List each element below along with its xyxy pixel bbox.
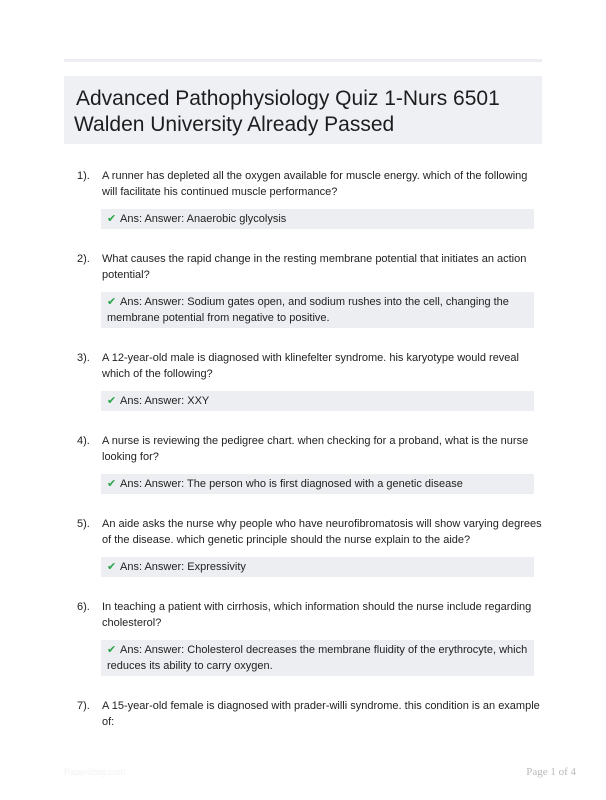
question-number: 4).: [77, 435, 90, 447]
check-icon: ✔: [107, 478, 117, 490]
answer-text: Ans: Answer: Cholesterol decreases the membrane fluidity of the erythrocyte, which reduces its ability to carry oxygen.: [107, 644, 528, 672]
question-number: 1).: [77, 170, 90, 182]
question-number: 5).: [77, 518, 90, 530]
answer-box: [101, 209, 534, 229]
answer-text: Ans: Answer: Expressivity: [120, 561, 246, 573]
question-text: A 12-year-old male is diagnosed with klinefelter syndrome. his karyotype would reveal which of the following?: [102, 352, 519, 380]
question-number: 2).: [77, 253, 90, 265]
answer-text: Ans: Answer: The person who is first diagnosed with a genetic disease: [120, 478, 463, 490]
question-text: A nurse is reviewing the pedigree chart. when checking for a proband, what is the nurse looking for?: [102, 435, 529, 463]
question-text: An aide asks the nurse why people who have neurofibromatosis will show varying degrees of the disease. which genetic principle should the nurse explain to the aide?: [102, 518, 542, 546]
document-title-line-2: Walden University Already Passed: [74, 113, 395, 136]
answer-text: Ans: Answer: XXY: [120, 395, 210, 407]
top-divider: [64, 59, 542, 62]
footer-watermark: Paperlibby.com: [64, 767, 126, 777]
answer-text: Ans: Answer: Sodium gates open, and sodium rushes into the cell, changing the membrane potential from negative to positive.: [107, 296, 509, 324]
check-icon: ✔: [107, 296, 117, 308]
answer-box: [101, 640, 534, 676]
check-icon: ✔: [107, 395, 117, 407]
answer-box: [101, 292, 534, 328]
answer-box: [101, 474, 534, 494]
document-title-box: [64, 76, 542, 144]
question-text: What causes the rapid change in the resting membrane potential that initiates an action potential?: [102, 253, 527, 281]
question-number: 7).: [77, 700, 90, 712]
check-icon: ✔: [107, 561, 117, 573]
check-icon: ✔: [107, 644, 117, 656]
page-indicator: Page 1 of 4: [526, 766, 576, 778]
answer-text: Ans: Answer: Anaerobic glycolysis: [120, 213, 287, 225]
document-title-line-1: Advanced Pathophysiology Quiz 1-Nurs 6501: [76, 87, 500, 110]
question-number: 3).: [77, 352, 90, 364]
check-icon: ✔: [107, 213, 117, 225]
question-number: 6).: [77, 601, 90, 613]
question-text: In teaching a patient with cirrhosis, which information should the nurse include regarding cholesterol?: [102, 601, 532, 629]
question-text: A 15-year-old female is diagnosed with prader-willi syndrome. this condition is an example of:: [102, 700, 540, 728]
answer-box: [101, 557, 534, 577]
answer-box: [101, 391, 534, 411]
question-text: A runner has depleted all the oxygen available for muscle energy. which of the following will facilitate his continued muscle performance?: [102, 170, 528, 198]
